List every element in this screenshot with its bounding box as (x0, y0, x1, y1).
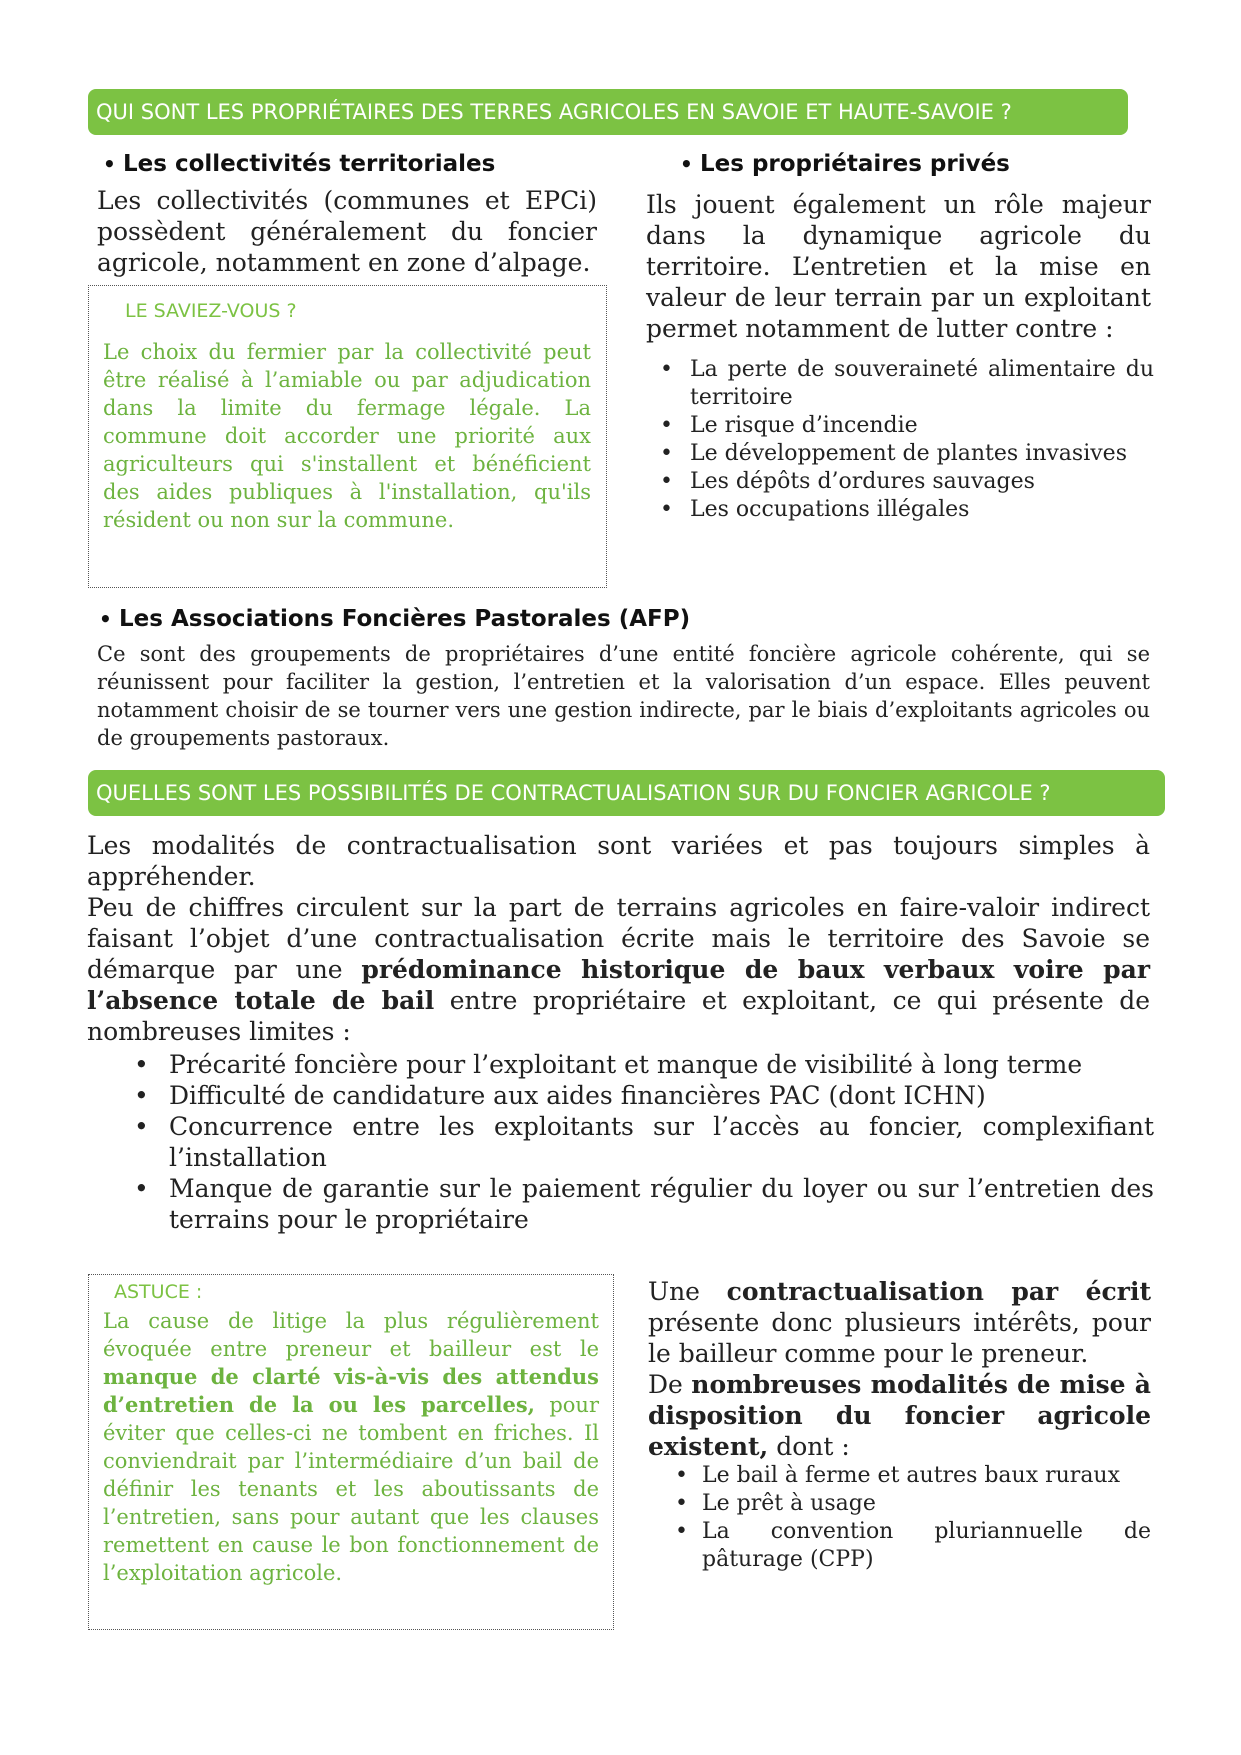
prives-text: Ils jouent également un rôle majeur dans la dynamique agricole du territoire. L’entretien et la mise en valeur de leur terrain par un exploitant permet notamment de lutter contre : (646, 190, 1151, 343)
ecrit-text-1: Une contractualisation par écrit présente donc plusieurs intérêts, pour le bailleur comme pour le preneur. (648, 1277, 1151, 1368)
saviez-vous-title: LE SAVIEZ-VOUS ? (125, 300, 297, 322)
list-item: • Les dépôts d’ordures sauvages (646, 468, 1154, 496)
collectivites-text: Les collectivités (communes et EPCi) possèdent généralement du foncier agricole, notamment en zone d’alpage. (97, 186, 597, 277)
collectivites-heading: • Les collectivités territoriales (103, 151, 496, 177)
astuce-box (88, 1274, 614, 1630)
list-item: • La perte de souveraineté alimentaire du territoire (646, 356, 1154, 412)
list-item: • Le développement de plantes invasives (646, 440, 1154, 468)
list-item: • Concurrence entre les exploitants sur l’accès au foncier, complexifiant l’installation (87, 1111, 1154, 1173)
list-item: • Difficulté de candidature aux aides financières PAC (dont ICHN) (87, 1080, 1154, 1111)
contract-intro-2: Peu de chiffres circulent sur la part de terrains agricoles en faire-valoir indirect faisant l’objet d’une contractualisation écrite mais le territoire des Savoie se démarque par une prédominance historique de baux verbaux voire par l’absence totale de bail entre propriétaire et exploitant, ce qui présente de nombreuses limites : (87, 893, 1150, 1046)
list-item: • Manque de garantie sur le paiement régulier du loyer ou sur l’entretien des terrains pour le propriétaire (87, 1173, 1154, 1235)
saviez-vous-text: Le choix du fermier par la collectivité peut être réalisé à l’amiable ou par adjudication dans la limite du fermage légale. La commune doit accorder une priorité aux agriculteurs qui s'installent et bénéficient des aides publiques à l'installation, qu'ils résident ou non sur la commune. (103, 340, 591, 532)
prives-heading: • Les propriétaires privés (680, 151, 1010, 177)
afp-heading: • Les Associations Foncières Pastorales (AFP) (99, 606, 691, 632)
prives-list (646, 356, 1154, 524)
section1-banner: QUI SONT LES PROPRIÉTAIRES DES TERRES AGRICOLES EN SAVOIE ET HAUTE-SAVOIE ? (88, 89, 1128, 135)
list-item: • Précarité foncière pour l’exploitant et manque de visibilité à long terme (87, 1049, 1154, 1080)
limites-list (87, 1049, 1154, 1235)
saviez-vous-box (88, 285, 607, 588)
astuce-title: ASTUCE : (114, 1281, 203, 1303)
list-item: • Le prêt à usage (648, 1490, 1151, 1518)
list-item: • La convention pluriannuelle de pâturage (CPP) (648, 1518, 1151, 1574)
modalites-list (648, 1462, 1151, 1574)
section2-banner: QUELLES SONT LES POSSIBILITÉS DE CONTRACTUALISATION SUR DU FONCIER AGRICOLE ? (88, 770, 1165, 816)
ecrit-text-2: De nombreuses modalités de mise à disposition du foncier agricole existent, dont : (648, 1370, 1151, 1461)
list-item: • Le bail à ferme et autres baux ruraux (648, 1462, 1151, 1490)
afp-text: Ce sont des groupements de propriétaires d’une entité foncière agricole cohérente, qui se réunissent pour faciliter la gestion, l’entretien et la valorisation d’un espace. Elles peuvent notamment choisir de se tourner vers une gestion indirecte, par le biais d’exploitants agricoles ou de groupements pastoraux. (97, 642, 1150, 750)
contract-intro-1: Les modalités de contractualisation sont variées et pas toujours simples à appréhender. (87, 831, 1150, 891)
list-item: • Le risque d’incendie (646, 412, 1154, 440)
list-item: • Les occupations illégales (646, 496, 1154, 524)
astuce-text: La cause de litige la plus régulièrement évoquée entre preneur et bailleur est le manque de clarté vis-à-vis des attendus d’entretien de la ou les parcelles, pour éviter que celles-ci ne tombent en friches. Il conviendrait par l’intermédiaire d’un bail de définir les tenants et les aboutissants de l’entretien, sans pour autant que les clauses remettent en cause le bon fonctionnement de l’exploitation agricole. (103, 1309, 599, 1585)
